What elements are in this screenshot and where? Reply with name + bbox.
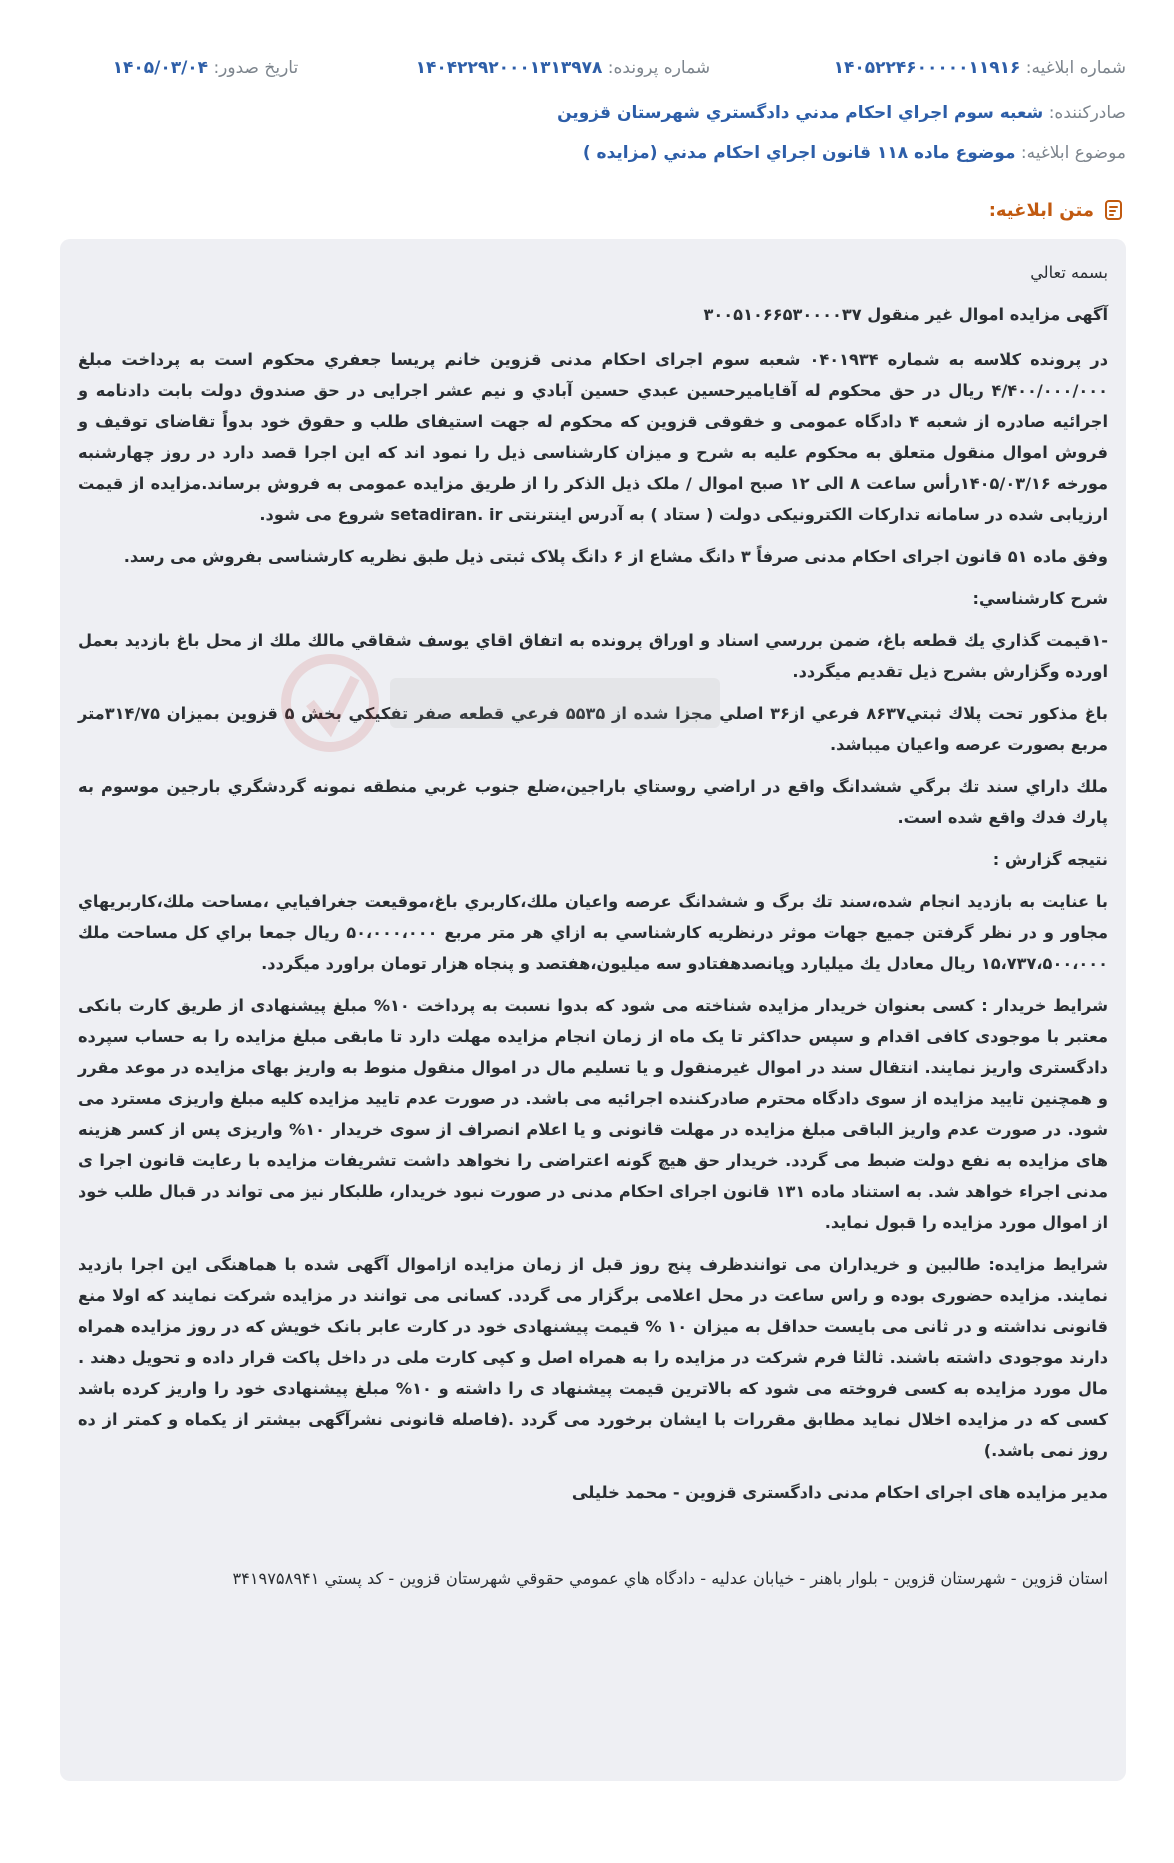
notice-number-value: ۱۴۰۵۲۲۴۶۰۰۰۰۰۱۱۹۱۶ (833, 58, 1021, 78)
body-heading-bismillah: بسمه تعالي (1030, 263, 1108, 282)
case-number-item (416, 56, 711, 80)
body-paragraph-auction-terms: شرايط مزايده: طالبين و خريداران می توانندظرف پنج روز قبل از زمان مزايده ازاموال آگهی شده با هماهنگی اين اجرا بازديد نمايند. مزايده حضوری بوده و راس ساعت در محل اعلامی برگزار می گردد. کسانی می توانند در مزايده شرکت نمايند که اولا منع قانونی نداشته و در ثانی می بايست حداقل به ميزان ۱۰ % قيمت پيشنهادی خود در کارت عابر بانک خويش که در روز مزايده همراه دارند موجودی داشته باشند. ثالثا فرم شرکت در مزايده را به همراه اصل و کپی کارت ملی در داخل پاکت قرار داده و تحويل دهند . مال مورد مزايده به کسی فروخته می شود که بالاترين قيمت پيشنهاد ی را داشته و ۱۰% مبلغ پيشنهادی خود را واريز کرده باشد کسی که در مزايده اخلال نمايد مطابق مقررات با ايشان برخورد می گردد .(فاصله قانونی نشرآگهی بيشتر از يکماه و کمتر از ده روز نمی باشد.) (78, 1255, 1108, 1460)
body-spacer (78, 1519, 1108, 1563)
body-paragraph-deed: ملك داراي سند تك برگي ششدانگ واقع در اراضي روستاي باراجين،ضلع جنوب غربي منطقه نمونه گردشگري بارجين موسوم به پارك فدك واقع شده است. (78, 777, 1108, 827)
issuer-label: صادرکننده: (1048, 103, 1126, 123)
case-number-value: ۱۴۰۴۲۲۹۲۰۰۰۱۳۱۳۹۷۸ (415, 58, 603, 78)
issuer-value: شعبه سوم اجراي احکام مدني دادگستري شهرستان قزوين (557, 103, 1044, 123)
subject-value: موضوع ماده ۱۱۸ قانون اجراي احکام مدني (مزايده ) (582, 143, 1016, 163)
issue-date-label: تاریخ صدور: (213, 58, 299, 78)
body-result-heading: نتيجه گزارش : (992, 850, 1108, 869)
body-paragraph-case: در پرونده کلاسه به شماره ۰۴۰۱۹۳۴ شعبه سوم اجرای احکام مدنی قزوين خانم پريسا جعفري محکوم است به پرداخت مبلغ ۴/۴۰۰/۰۰۰/۰۰۰ ريال در حق محکوم له آقايامیرحسين عبدي حسين آبادي و نيم عشر اجرايی در حق صندوق دولت بابت دادنامه و اجرائيه صادره از شعبه ۴ دادگاه عمومی و خقوقی قزوين که محکوم له جهت استيفای طلب و حقوق خود بدواً تقاضای توقيف و فروش اموال منقول متعلق به محکوم عليه به شرح و ميزان کارشناسی ذيل را نمود اند که اين اجرا قصد دارد در روز چهارشنبه مورخه ۱۴۰۵/۰۳/۱۶رأس ساعت ۸ الی ۱۲ صبح اموال / ملک ذيل الذکر را از طريق مزايده عمومی به فروش برساند.مزايده از قيمت ارزيابی شده در سامانه تدارکات الکترونيکی دولت ( ستاد ) به آدرس اينترنتی setadiran. ir شروع می شود. (78, 350, 1109, 524)
body-signature: مدير مزايده های اجرای احکام مدنی دادگستری قزوين - محمد خليلی (571, 1483, 1108, 1502)
notice-meta-row (113, 56, 1126, 80)
case-number-label: شماره پرونده: (607, 58, 711, 78)
body-ad-title: آگهی مزايده اموال غير منقول ۳۰۰۵۱۰۶۶۵۳۰۰۰۰۳۷ (703, 305, 1108, 324)
notice-body-card (60, 239, 1126, 1781)
body-expert-heading: شرح کارشناسي: (972, 589, 1108, 608)
issue-date-value: ۱۴۰۵/۰۳/۰۴ (112, 58, 209, 78)
body-paragraph-article51: وفق ماده ۵۱ قانون اجرای احکام مدنی صرفاً ۳ دانگ مشاع از ۶ دانگ پلاک ثبتی ذيل طبق نظريه کارشناسی بفروش می رسد. (123, 547, 1108, 566)
notice-text-title-label: متن ابلاغیه: (988, 199, 1094, 221)
notice-number-label: شماره ابلاغیه: (1025, 58, 1126, 78)
body-paragraph-plot: باغ مذكور تحت پلاك ثبتي۸۶۳۷ فرعي از۳۶ اصلي مجزا شده از ۵۵۳۵ فرعي قطعه صفر تفكيكي بخش ۵ قزوين بميزان ۳۱۴/۷۵متر مربع بصورت عرصه واعيان ميباشد. (78, 704, 1108, 754)
body-paragraph-result: با عنايت به بازديد انجام شده،سند تك برگ و ششدانگ عرصه واعيان ملك،كاربري باغ،موقيعت جغرافيايي ،مساحت ملك،كاربريهاي مجاور و در نظر گرفتن جميع جهات موثر درنظريه كارشناسي به ازاي هر متر مربع ۵۰،۰۰۰،۰۰۰ ريال جمعا براي كل مساحت ملك ۱۵،۷۳۷،۵۰۰،۰۰۰ ريال معادل يك ميليارد وپانصدهفتادو سه ميليون،هفتصد و پنجاه هزار تومان براورد ميگردد. (78, 892, 1108, 973)
notice-text-title (989, 198, 1126, 222)
notice-number-item (834, 56, 1126, 80)
body-paragraph-buyer-terms: شرايط خريدار : کسی بعنوان خريدار مزايده شناخته می شود که بدوا نسبت به پرداخت ۱۰% مبلغ پيشنهادی از طريق کارت بانکی معتبر با موجودی کافی اقدام و سپس حداکثر تا يک ماه از زمان انجام مزايده مهلت دارد تا مابقی مبلغ مزايده را به حساب سپرده دادگستری واريز نمايند. انتقال سند در اموال غيرمنقول و يا تسليم مال در اموال منقول منوط به واريز بهای مزايده در موعد مقرر و همچنين تاييد مزايده از سوی دادگاه محترم صادرکننده اجرائيه می باشد. در صورت عدم تاييد مزايده کليه مبلغ واريزی مسترد می شود. در صورت عدم واريز الباقی مبلغ مزايده در مهلت قانونی و يا اعلام انصراف از سوی خريدار ۱۰% واريزی پس از کسر هزينه های مزايده به نفع دولت ضبط می گردد. خريدار حق هيچ گونه اعتراضی را نخواهد داشت تشريفات مزايده با رعايت قانون اجرا ی مدنی اجراء خواهد شد. به استناد ماده ۱۳۱ قانون اجرای احکام مدنی در صورت نبود خريدار، طلبکار نيز می تواند در قبال طلب خود از اموال مورد مزايده را قبول نمايد. (78, 996, 1108, 1232)
issue-date-item (113, 56, 299, 80)
document-icon (1102, 198, 1126, 222)
issuer-row (557, 101, 1126, 125)
body-address: استان قزوين - شهرستان قزوين - بلوار باهنر - خيابان عدليه - دادگاه هاي عمومي حقوقي شهرستان قزوين - کد پستي ۳۴۱۹۷۵۸۹۴۱ (232, 1569, 1108, 1588)
subject-label: موضوع ابلاغیه: (1020, 143, 1126, 163)
notice-header (0, 0, 1174, 230)
body-paragraph-valuation: -۱قيمت گذاري يك قطعه باغ، ضمن بررسي اسناد و اوراق پرونده به اتفاق اقاي يوسف شقاقي مالك ملك از محل باغ بازديد بعمل اورده وگزارش بشرح ذيل تقديم ميگردد. (78, 631, 1108, 681)
subject-row (583, 141, 1126, 165)
